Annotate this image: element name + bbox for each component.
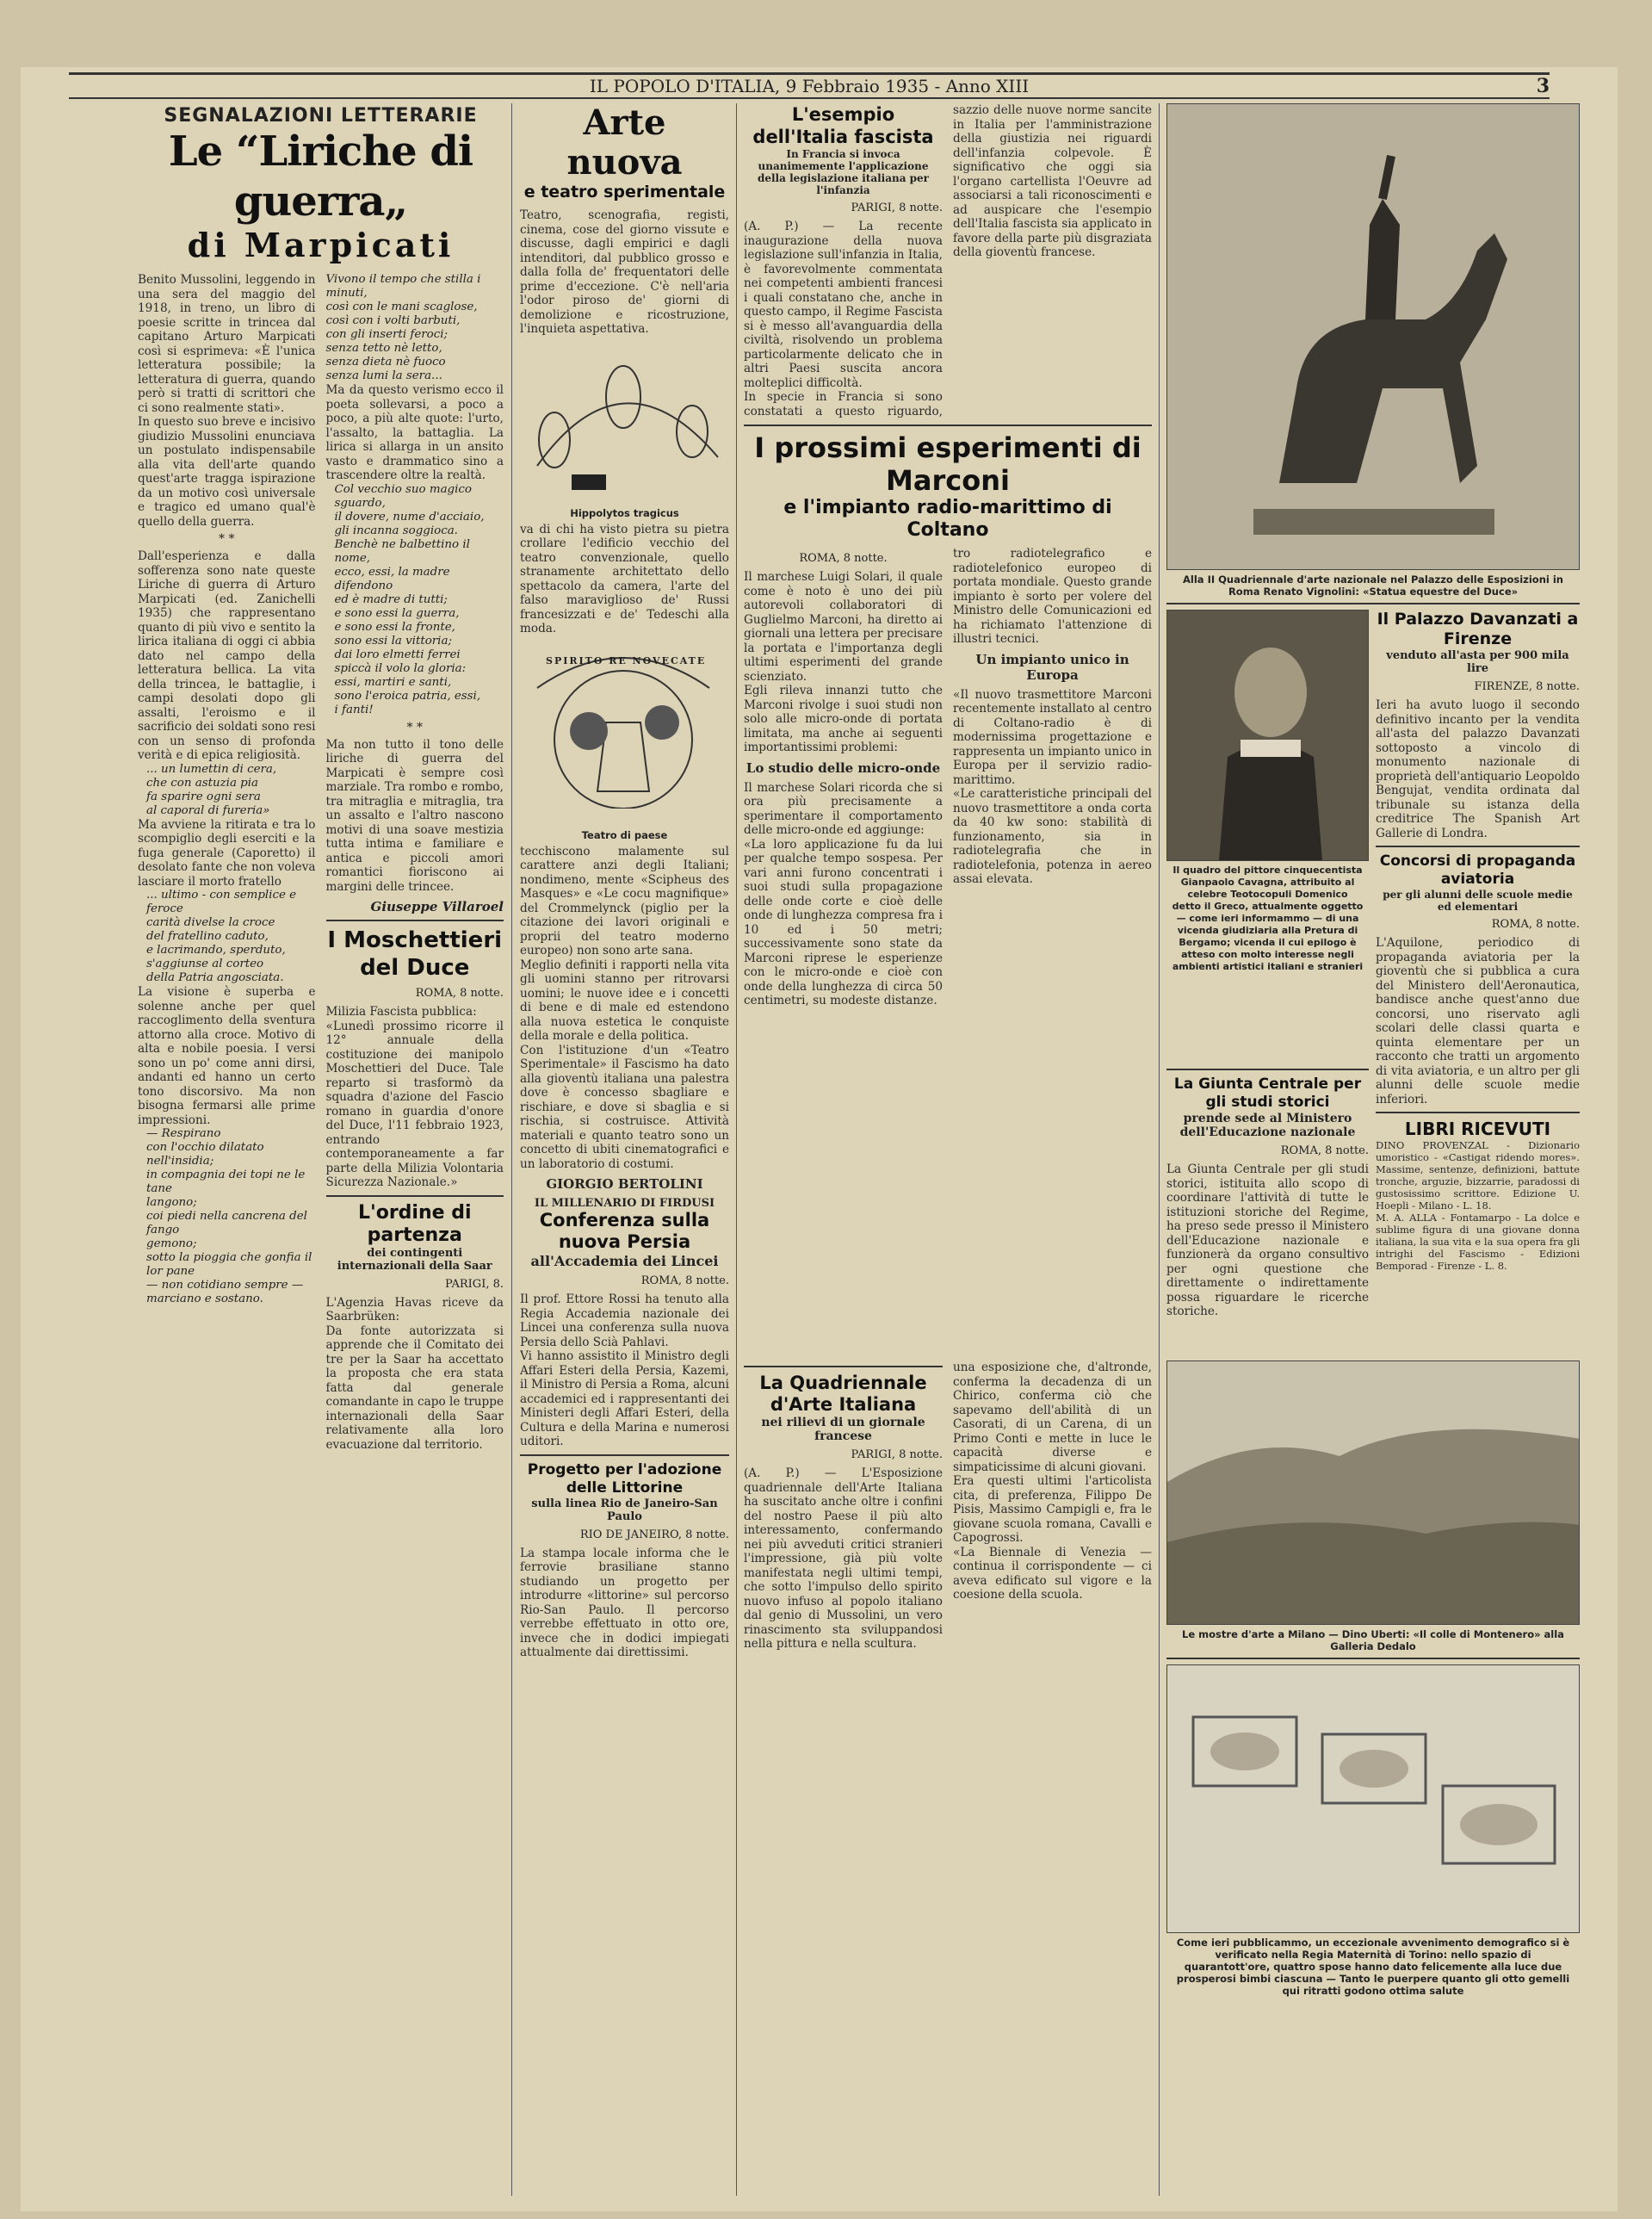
dateline: ROMA, 8 notte. bbox=[640, 1274, 729, 1287]
article-text: sazzio delle nuove norme sancite in Italia per l'amministrazione della giustizia nei riguardi dell'infanzia colpevole. È significativo che oggi sia l'organo cartellista l'Oeuvre ad associarsi a tali riconoscimenti e ad auspicare che l'esempio dell'Italia fascista sia applicato in favore della parte più disgraziata della gioventù francese. bbox=[953, 103, 1152, 259]
poem-quote: Benchè ne balbettino il nome, ecco, essi, la madre difendono ed è madre di tutti; e sono essi la guerra, e sono essi la fronte, sono essi la vittoria; dai loro elmetti ferrei spiccà il volo la gloria: essi, martiri e santi, sono l'eroica patria, essi, i fanti! bbox=[334, 537, 481, 716]
dateline: ROMA, 8 notte. bbox=[1280, 1144, 1369, 1157]
subhead-europa: Un impianto unico in Europa bbox=[975, 651, 1129, 683]
article-text: Ma da questo verismo ecco il poeta sollevarsi, a poco a poco, a più alte quote: l'urto, l'assalto, la battaglia. La lirica si allarga in un ansito vasto e drammatico sino a trascendere oltre la realtà. bbox=[325, 383, 504, 482]
article-text: tecchiscono malamente sul carattere anzi degli Italiani; nondimeno, mente «Scipheus des Masques» e «Le cocu magnifique» del Crommelynck (piglio per la citazione dei lavori originali e proprii del teatro moderno europeo) non sono arte sana. Meglio definiti i rapporti nella vita gli uomini stanno per ritrovarsi uomini; le nuove idee e i concetti di bene e di male ed estendono alla nuova estetica le conquiste della morale e della politica. Con l'istituzione d'un «Teatro Sperimentale» il Fascismo ha dato alla gioventù italiana una palestra dove è concesso sbagliare e rischiare, e dove si sbaglia e si rischia, si costruisce. Attività materiali e quanto teatro sono un concetto di ubiti cinematografici e un laboratorio di costumi. bbox=[520, 844, 729, 1171]
article-text: L'Aquilone, periodico di propaganda aviatoria per la gioventù che si pubblica a cura del Ministero dell'Aeronautica, bandisce anche quest'anno due concorsi, uno riservato agli scolari delle classi quarta e quinta elementare per un racconto che tratti un argomento di vita aviatoria, e un altro per gli alunni delle scuole medie inferiori. bbox=[1376, 936, 1580, 1106]
fig-caption: Teatro di paese bbox=[581, 828, 668, 841]
headline-concorsi: Concorsi di propaganda aviatoria bbox=[1379, 852, 1576, 888]
drawing-banner: SPIRITO RE NOVECATE bbox=[546, 654, 707, 666]
subhead-concorsi: per gli alunni delle scuole medie ed elementari bbox=[1383, 889, 1573, 913]
article-text: Ma avviene la ritirata e tra lo scompiglio degli eserciti e la fuga generale (Caporetto) il desolato fante che non voleva lasciare il morto fratello bbox=[138, 817, 319, 889]
article-text: va di chi ha visto pietra su pietra crollare l'edificio vecchio del teatro convenzionale, quello stranamente architettato dello spettacolo da camera, l'arte del falso maraviglioso de' Russi francesizzati e de' Tedeschi alla moda. bbox=[520, 522, 729, 635]
dateline: PARIGI, 8 notte. bbox=[851, 201, 943, 214]
subhead-quadriennale: nei rilievi di un giornale francese bbox=[761, 1416, 925, 1443]
article-text: (A. P.) — La recente inaugurazione della nuova legislazione sull'infanzia in Italia, è favorevolmente commentata nei competenti ambienti francesi i quali constatano che, anche in questo campo, il Regime Fascista si è messo all'avanguardia della civiltà, risolvendo un problema particolarmente delicato che in altri Paesi suscita ancora molteplici difficoltà. In specie in Francia si sono constatati a questo riguardo, bbox=[744, 220, 943, 418]
poem-quote: ... un lumettin di cera, che con astuzia pia fa sparire ogni sera al caporal di fureria» bbox=[146, 762, 277, 817]
article-text: Milizia Fascista pubblica: «Lunedì prossimo ricorre il 12° annuale della costituzione dei manipolo Moschettieri del Duce. Tale reparto si trasformò da squadra d'azione del Fascio romano in guardia d'onore del Duce, l'11 febbraio 1923, entrando contemporaneamente a far parte della Milizia Volontaria Sicurezza Nazionale.» bbox=[325, 1005, 504, 1189]
photo-caption: Le mostre d'arte a Milano — Dino Uberti: «Il colle di Montenero» alla Galleria Dedalo bbox=[1182, 1628, 1564, 1652]
subhead-persia: all'Accademia dei Lincei bbox=[530, 1253, 719, 1269]
article-text: DINO PROVENZAL - Dizionario umoristico - «Castigat ridendo mores». Massime, sentenze, definizioni, battute tronche, arguzie, bizzarrie, paradossi di gustosissimo scrittore. Edizione U. Hoepli - Milano - L. 18. M. A. ALLA - Fontamarpo - La dolce e sublime figura di una giovane donna italiana, la sua vita e la sua opera fra gli intrighi del Fascismo - Edizioni Bemporad - Firenze - L. 8. bbox=[1376, 1139, 1580, 1272]
signature-villaroel: Giuseppe Villaroel bbox=[370, 899, 504, 914]
subhead-marconi: e l'impianto radio-marittimo di Coltano bbox=[783, 497, 1112, 541]
fig-caption: Hippolytos tragicus bbox=[570, 506, 679, 519]
column-rule bbox=[736, 103, 737, 2196]
article-text: tro radiotelegrafico e radiotelefonico europeo di portata mondiale. Questo grande impianto è sorto per volere del Ministro delle Comunicazioni ed ha richiamato l'attenzione di illustri tecnici. bbox=[953, 547, 1152, 646]
headline-marconi: I prossimi esperimenti di Marconi bbox=[754, 431, 1142, 497]
masthead bbox=[69, 72, 1550, 99]
photo-portrait bbox=[1166, 610, 1369, 861]
dateline: PARIGI, 8 notte. bbox=[851, 1448, 943, 1461]
article-text: La Giunta Centrale per gli studi storici, istituita allo scopo di coordinare l'attività di tutte le istituzioni storiche del Regime, ha preso sede presso il Ministero dell'Educazione nazionale e funzionerà da organo consultivo per ogni questione che direttamente o indirettamente possa riguardare le ricerche storiche. bbox=[1166, 1162, 1373, 1318]
poem-quote: — Respirano con l'occhio dilatato nell'insidia; in compagnia dei topi ne le tane langono; coi piedi nella cancrena del fango gemono; sotto la pioggia che gonfia il lor pane — non cotidiano sempre — marciano e sostano. bbox=[146, 1127, 312, 1305]
separator: * * bbox=[406, 720, 423, 735]
page-number: 3 bbox=[1536, 75, 1550, 97]
article-text: Dall'esperienza e dalla sofferenza sono nate queste Liriche di guerra di Arturo Marpicati (ed. Zanichelli 1935) che rappresentano quanto di più vivo e sentito la lirica italiana di oggi ci abbia dato nel campo della letteratura bellica. La vita della trincea, le battaglie, i campi desolati dopo gli assalti, l'eroismo e il sacrificio dei soldati sono resi con un senso di profonda verità e di epica religiosità. bbox=[138, 549, 319, 762]
photo-caption: Il quadro del pittore cinquecentista Gianpaolo Cavagna, attribuito al celebre Teotocopuli Domenico detto il Greco, attualmente oggetto — come ieri informammo — di una vicenda giudiziaria alla Pretura di Bergamo; vicenda il cui epilogo è atteso con molto interesse negli ambienti artistici italiani e stranieri bbox=[1172, 865, 1364, 972]
dateline: RIO DE JANEIRO, 8 notte. bbox=[579, 1528, 729, 1541]
subhead-esempio: In Francia si invoca unanimemente l'applicazione della legislazione italiana per l'infanzia bbox=[757, 148, 930, 196]
article-text: L'Agenzia Havas riceve da Saarbrüken: Da fonte autorizzata si apprende che il Comitato dei tre per la Saar ha accettato la proposta che era stata fatta dal generale comandante in capo le truppe internazionali della Saar relativamente alla loro evacuazione dal territorio. bbox=[325, 1295, 504, 1452]
dateline: ROMA, 8 notte. bbox=[415, 987, 504, 1000]
headline-giunta: La Giunta Centrale per gli studi storici bbox=[1173, 1075, 1362, 1111]
dateline: FIRENZE, 8 notte. bbox=[1474, 680, 1580, 693]
subhead-teatro: e teatro sperimentale bbox=[523, 183, 726, 201]
poem-quote: Col vecchio suo magico sguardo, il dovere, nume d'acciaio, gli incanna soggioca. bbox=[334, 482, 485, 537]
article-text: Ma non tutto il tono delle liriche di guerra del Marpicati è sempre così marziale. Tra rombo e rombo, tra mitraglia e mitraglia, tra un assalto e l'altro nascono motivi di una soave mestizia tutta intima e familiare e antica e piccoli amori romantici fioriscono ai margini delle trincee. bbox=[325, 737, 504, 894]
dateline: ROMA, 8 notte. bbox=[799, 552, 888, 565]
kicker-firdusi: IL MILLENARIO DI FIRDUSI bbox=[534, 1197, 715, 1210]
column-literary bbox=[138, 103, 504, 2196]
poem-quote: Vivono il tempo che stilla i minuti, così con le mani scaglose, così con i volti barbuti, con gli inserti feroci; senza tetto nè letto, senza dieta nè fuoco senza lumi la sera... bbox=[325, 273, 481, 382]
subhead-giunta: prende sede al Ministero dell'Educazione nazionale bbox=[1179, 1112, 1356, 1139]
headline-liriche: Le “Liriche di guerra„ bbox=[168, 127, 473, 226]
article-text: La stampa locale informa che le ferrovie brasiliane stanno studiando un progetto per introdurre «littorine» sul percorso Rio-San Paulo. Il percorso verrebbe effettuato in otto ore, invece che in dodici impiegati attualmente dai direttissimi. bbox=[520, 1546, 729, 1659]
subhead-littorine: sulla linea Rio de Janeiro-San Paulo bbox=[531, 1497, 718, 1523]
article-text: (A. P.) — L'Esposizione quadriennale dell'Arte Italiana ha suscitato anche oltre i confini del nostro Paese il più alto interessamento, confermando nei più avveduti critici stranieri l'impressione, già più volte manifestata negli ultimi tempi, che sotto l'impulso dello spirito nuovo infuso al popolo italiano dal genio di Mussolini, un vero rinascimento sta sviluppandosi nella pittura e nella scultura. bbox=[744, 1466, 947, 1651]
teatro-drawing bbox=[520, 636, 729, 826]
section-kicker: SEGNALAZIONI LETTERARIE bbox=[164, 105, 478, 127]
photo-caption: Alla II Quadriennale d'arte nazionale nel Palazzo delle Esposizioni in Roma Renato Vignolini: «Statua equestre del Duce» bbox=[1183, 573, 1563, 598]
poem-quote: ... ultimo - con semplice e feroce carità divelse la croce del fratellino caduto, e lacrimando, sperduto, s'aggiunse al corteo della Patria angosciata. bbox=[146, 889, 297, 984]
subhead-micro-onde: Lo studio delle micro-onde bbox=[746, 759, 941, 776]
headline-libri: LIBRI RICEVUTI bbox=[1404, 1119, 1551, 1139]
headline-davanzati: Il Palazzo Davanzati a Firenze bbox=[1377, 610, 1579, 648]
photo-equestrian-statue bbox=[1166, 103, 1580, 570]
article-text: Il marchese Luigi Solari, il quale come è noto è uno dei più autorevoli collaboratori di Guglielmo Marconi, ha diretto ai giornali una lettera per precisare la portata e l'importanza degli ultimi esperimenti del grande scienziato. Egli rileva innanzi tutto che Marconi rivolge i suoi studi non solo alle micro-onde di portata limitata, ma anche ai seguenti importantissimi problemi: bbox=[744, 570, 943, 754]
column-arte-nuova bbox=[520, 103, 729, 2196]
article-text: Ieri ha avuto luogo il secondo definitivo incanto per la vendita all'asta del palazzo Davanzati sottoposto a vincolo di monumento nazionale di proprietà dell'antiquario Leopoldo Bengujat, vendita ordinata dal tribunale su istanza della creditrice The Spanish Art Gallerie di Londra. bbox=[1376, 698, 1580, 840]
headline-arte-nuova: Arte nuova bbox=[566, 103, 683, 183]
column-photos bbox=[1166, 103, 1580, 2196]
photo-landscape bbox=[1166, 1361, 1580, 1625]
headline-persia: Conferenza sulla nuova Persia bbox=[539, 1210, 710, 1252]
literary-body bbox=[138, 273, 504, 1452]
headline-ordine: L'ordine di partenza bbox=[357, 1201, 472, 1246]
headline-moschettieri: I Moschettieri del Duce bbox=[327, 927, 503, 981]
dateline: ROMA, 8 notte. bbox=[1491, 918, 1580, 931]
article-text: «Il nuovo trasmettitore Marconi recentemente installato al centro di Coltano-radio è di modernissima progettazione e rappresenta un impianto unico in Europa per il servizio radio-marittimo. «Le caratteristiche principali del nuovo trasmettitore a onda corta da 40 kw sono: stabilità di funzionamento, sia in radiotelegrafia che in radiotelefonia, potenza in aereo assai elevata. bbox=[953, 687, 1152, 886]
separator: * * bbox=[219, 532, 235, 546]
subhead-ordine: dei contingenti internazionali della Saar bbox=[337, 1246, 492, 1273]
article-text: Teatro, scenografia, registi, cinema, cose del giorno vissute e discusse, dagli empirici e dagli intenditori, dal pubblico grosso e dalla folla de' frequentatori delle prime d'eccezione. C'è nell'aria l'odor piroso de' giorni di demolizione e ricostruzione, l'inquieta aspettativa. bbox=[520, 208, 729, 336]
column-rule bbox=[1159, 103, 1160, 2196]
article-text: Il marchese Solari ricorda che si ora più precisamente a sperimentare il comportamento delle micro-onde ed aggiunge: «La loro applicazione fu da lui per qualche tempo sospesa. Per vari anni furono concentrati i suoi studi sulla propagazione delle onde corte e cioè delle onde di lunghezza compresa fra i 10 ed i 50 metri; successivamente sono state da Marconi riprese le esperienze con le micro-onde e cioè con onde della lunghezza di circa 50 centimetri, su modeste distanze. bbox=[744, 780, 943, 1007]
photo-caption: Come ieri pubblicammo, un eccezionale avvenimento demografico si è verificato nella Regia Maternità di Torino: nello spazio di quarantott'ore, quattro spose hanno dato felicemente alla luce due prosperosi bimbi ciascuna — Tanto le puerpere quanto gli otto gemelli qui ritratti godono ottima salute bbox=[1176, 1937, 1570, 1997]
article-text: Il prof. Ettore Rossi ha tenuto alla Regia Accademia nazionale dei Lincei una conferenza sulla nuova Persia dello Scià Pahlavi. Vi hanno assistito il Ministro degli Affari Esteri della Persia, Kazemi, il Ministro di Persia a Roma, alcuni accademici ed i rappresentanti dei Ministeri degli Affari Esteri, della Cultura e della Marina e numerosi uditori. bbox=[520, 1292, 729, 1448]
headline-esempio: L'esempio dell'Italia fascista bbox=[752, 104, 934, 147]
masthead-title: IL POPOLO D'ITALIA, 9 Febbraio 1935 - Anno XIII bbox=[589, 76, 1030, 96]
article-text: una esposizione che, d'altronde, conferma la decadenza di un Chirico, conferma ciò che sapevamo dell'abilità di un Casorati, di un Carena, di un Primo Conti e mette in luce le capacità diverse e simpaticissime di alcuni giovani. Era questi ultimi l'articolista cita, di preferenza, Filippo De Pisis, Massimo Campigli e, fra le giovane scuola romana, Cavalli e Capogrossi. «La Biennale di Venezia — continua il corrispondente — ci aveva edificato sul vigore e la coesione della scuola. bbox=[953, 1361, 1152, 1602]
dateline: PARIGI, 8. bbox=[444, 1277, 504, 1291]
column-rule bbox=[511, 103, 512, 2196]
signature-bertolini: GIORGIO BERTOLINI bbox=[546, 1176, 703, 1192]
column-marconi bbox=[744, 103, 1152, 2196]
subhead-davanzati: venduto all'asta per 900 mila lire bbox=[1386, 649, 1569, 675]
photo-maternity bbox=[1166, 1664, 1580, 1933]
hippolytos-drawing bbox=[520, 337, 729, 500]
article-text: La visione è superba e solenne anche per quel raccoglimento della sventura attorno alla croce. Motivo di alta e nobile poesia. I versi sono un po' come anni dirsi, andanti ed hanno un certo tono discorsivo. Ma non bisogna fermarsi alle prime impressioni. bbox=[138, 985, 319, 1127]
headline-marpicati: di Marpicati bbox=[187, 226, 455, 264]
headline-littorine: Progetto per l'adozione delle Littorine bbox=[527, 1460, 722, 1497]
article-text: Benito Mussolini, leggendo in una sera del maggio del 1918, in treno, un libro di poesie scritte in trincea dal capitano Arturo Marpicati così si esprimeva: «È l'unica letteratura possibile; la letteratura di guerra, quando però si tratti di scrittori che ci sono realmente stati». In questo suo breve e incisivo giudizio Mussolini enunciava un postulato indispensabile alla vita dell'arte quando quest'arte tragga ispirazione da un motivo così universale e tragico ed umano qual'è quello della guerra. bbox=[138, 273, 316, 529]
headline-quadriennale: La Quadriennale d'Arte Italiana bbox=[759, 1373, 927, 1415]
